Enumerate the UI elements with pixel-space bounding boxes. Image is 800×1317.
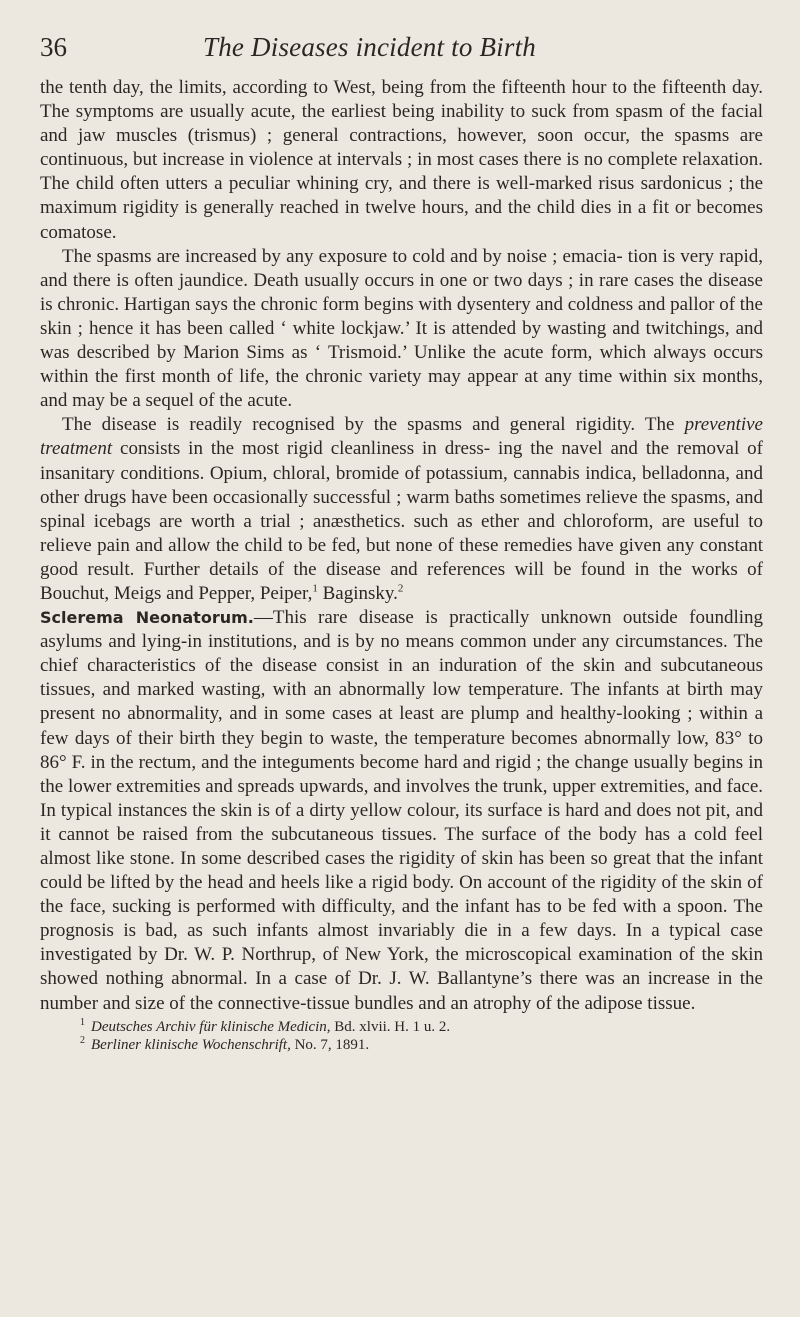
footnote-1 bbox=[80, 1018, 763, 1036]
paragraph-1: the tenth day, the limits, according to West, being from the fifteenth hour to the fifteenth day. The symptoms are usually acute, the earliest being inability to suck from spasm of the facial and jaw muscles (trismus) ; general contractions, however, soon occur, the spasms are continuous, but increase in violence at intervals ; in most cases there is no complete relaxation. The child often utters a peculiar whining cry, and there is well-marked risus sardonicus ; the maximum rigidity is generally reached in twelve hours, and the child dies in a fit or becomes comatose. bbox=[40, 77, 763, 243]
preventive-treatment-emphasis: preventive treatment bbox=[40, 414, 763, 460]
paragraph-3-mid: Baginsky. bbox=[317, 582, 398, 604]
footnote-ref-2: 2 bbox=[397, 582, 404, 595]
footnotes bbox=[40, 1018, 763, 1054]
footnote-2-mark: 2 bbox=[80, 1034, 85, 1046]
paragraph-3-lead: The disease is readily recognised by the spasms and general rigidity. The bbox=[62, 414, 685, 436]
paragraph-3 bbox=[40, 413, 763, 606]
body-text bbox=[40, 76, 763, 1016]
footnote-1-rest: Bd. xlvii. H. 1 u. 2. bbox=[330, 1018, 451, 1035]
footnote-2-rest: No. 7, 1891. bbox=[290, 1036, 370, 1053]
footnote-2-title: Berliner klinische Wochenschrift, bbox=[91, 1036, 291, 1053]
footnote-1-title: Deutsches Archiv für klinische Medicin, bbox=[91, 1018, 331, 1035]
paragraph-2: The spasms are increased by any exposure to cold and by noise ; emacia- tion is very rapid, and there is often jaundice. Death usually occurs in one or two days ; in rare cases the disease is chronic. Hartigan says the chronic form begins with dysentery and coldness and pallor of the skin ; hence it has been called ‘ white lockjaw.’ It is attended by wasting and twitchings, and was described by Marion Sims as ‘ Trismoid.’ Unlike the acute form, which always occurs within the first month of life, the chronic variety may appear at any time within six months, and may be a sequel of the acute. bbox=[40, 245, 763, 412]
paragraph-3-text: consists in the most rigid cleanliness in dress- ing the navel and the removal of insanitary conditions. Opium, chloral, bromide of potassium, cannabis indica, belladonna, and other drugs have been occasionally successful ; warm baths sometimes relieve the spasms, and spinal icebags are worth a trial ; anæsthetics. such as ether and chloroform, are useful to relieve pain and allow the child to be fed, but none of these remedies have given any constant good result. Further details of the disease and references will be found in the works of Bouchut, Meigs and Pepper, Peiper, bbox=[40, 438, 763, 604]
paragraph-4-text: —This rare disease is practically unknown outside foundling asylums and lying-in institutions, and is by no means common under any circumstances. The chief characteristics of the disease consist in an induration of the skin and subcutaneous tissues, and marked wasting, with an abnormally low temperature. The infants at birth may present no abnormality, and in some cases at least are plump and healthy-looking ; within a few days of their birth they begin to waste, the temperature becomes abnormally low, 83° to 86° F. in the rectum, and the integuments become hard and rigid ; the change usually begins in the lower extremities and spreads upwards, and involves the trunk, upper extremities, and face. In typical instances the skin is of a dirty yellow colour, its surface is hard and does not pit, and it cannot be raised from the subcutaneous tissues. The surface of the body has a cold feel almost like stone. In some described cases the rigidity of skin has been so great that the infant could be lifted by the head and heels like a rigid body. On account of the rigidity of the skin of the face, sucking is performed with difficulty, and the infant has to be fed with a spoon. The prognosis is bad, as such infants almost invariably die in a few days. In a typical case investigated by Dr. W. P. Northrup, of New York, the microscopical examination of the skin showed nothing abnormal. In a case of Dr. J. W. Ballantyne’s there was an increase in the number and size of the connective-tissue bundles and an atrophy of the adipose tissue. bbox=[40, 607, 764, 1014]
footnote-2 bbox=[80, 1036, 763, 1054]
footnote-ref-1: 1 bbox=[312, 582, 318, 595]
running-title: The Diseases incident to Birth bbox=[203, 32, 536, 62]
paragraph-4 bbox=[40, 606, 763, 1016]
page-header bbox=[40, 32, 763, 76]
footnote-1-mark: 1 bbox=[80, 1016, 85, 1028]
section-heading-sclerema: Sclerema Neonatorum. bbox=[40, 608, 254, 628]
page-number: 36 bbox=[40, 32, 67, 62]
